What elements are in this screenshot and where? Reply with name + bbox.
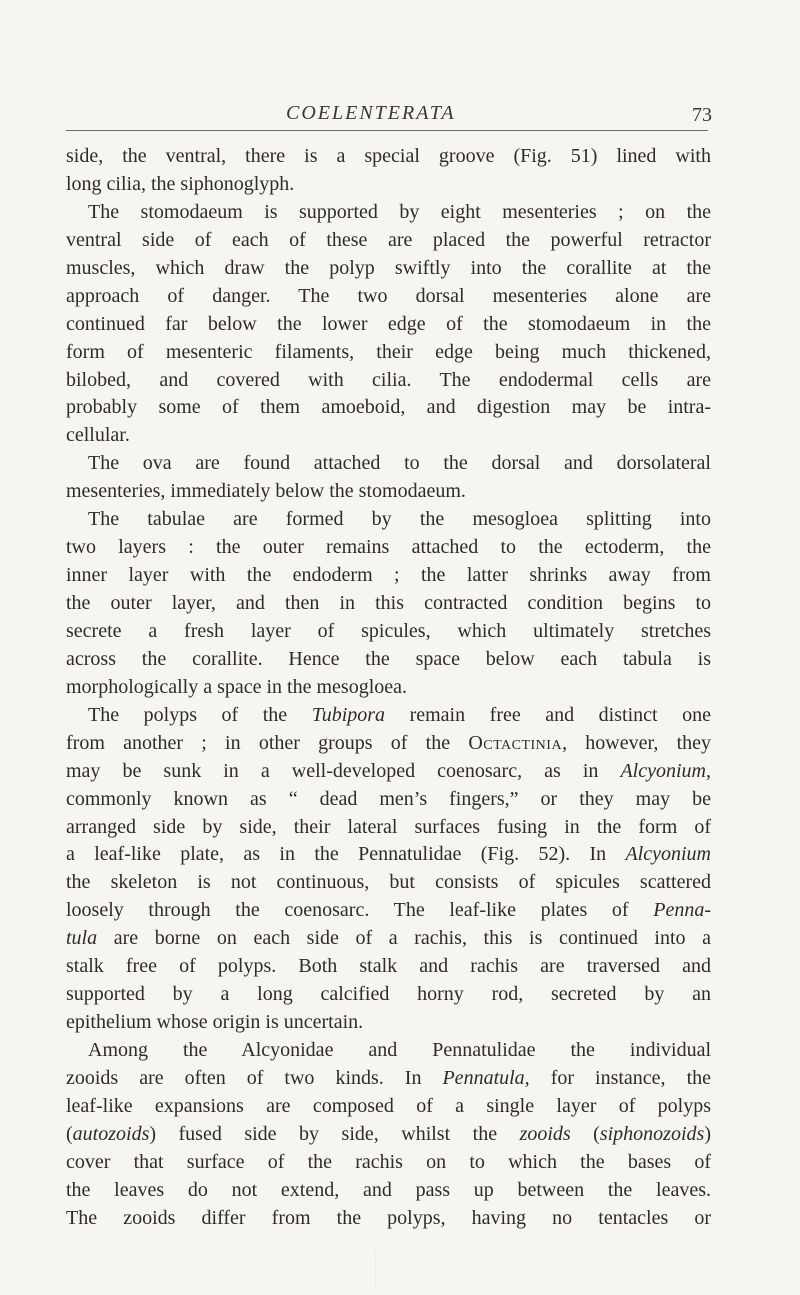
text-run: long cilia, the siphonoglyph. (66, 172, 295, 195)
italic-term: autozoids (72, 1122, 150, 1145)
text-run: ) fused side by side, whilst the (149, 1122, 520, 1145)
text-run: two layers : the outer remains attached to the ectoderm, the (66, 536, 711, 559)
italic-term: Tubipora (311, 703, 386, 726)
text-run: for instance, the (529, 1066, 711, 1089)
text-run: epithelium whose origin is uncertain. (66, 1011, 364, 1034)
body-text (66, 143, 711, 1233)
text-run: remain free and distinct one (385, 703, 711, 726)
paper-smudge (375, 1250, 382, 1290)
text-line (66, 534, 711, 562)
italic-term: siphonozoids (599, 1122, 705, 1145)
text-line (66, 143, 711, 171)
text-line (66, 1093, 711, 1121)
text-run: cover that surface of the rachis on to which the bases of (66, 1150, 711, 1173)
text-line (66, 590, 711, 618)
text-line (66, 394, 711, 422)
text-line (66, 283, 711, 311)
text-line (66, 674, 711, 702)
text-run: inner layer with the endoderm ; the latter shrinks away from (66, 564, 711, 587)
text-run: ( (66, 1122, 73, 1145)
text-line (66, 227, 711, 255)
text-run: the skeleton is not continuous, but consists of spicules scattered (66, 871, 711, 894)
text-line (66, 618, 711, 646)
running-title: COELENTERATA (286, 102, 456, 124)
text-line (66, 562, 711, 590)
text-line (66, 1065, 711, 1093)
text-run: Among the Alcyonidae and Pennatulidae the individual (88, 1039, 711, 1061)
italic-term: Pennatula, (442, 1066, 530, 1089)
text-line (66, 814, 711, 842)
text-run: ) (704, 1122, 711, 1145)
text-line (66, 786, 711, 814)
italic-term: Alcyonium, (620, 759, 711, 782)
text-line (66, 981, 711, 1009)
text-run: are borne on each side of a rachis, this is continued into a (97, 927, 711, 950)
text-run: The stomodaeum is supported by eight mesenteries ; on the (88, 200, 711, 223)
text-line (66, 1121, 711, 1149)
text-run: cellular. (66, 424, 130, 447)
text-run: The zooids differ from the polyps, having no tentacles or (66, 1206, 711, 1229)
text-line (66, 1205, 711, 1233)
text-run: loosely through the coenosarc. The leaf-like plates of (66, 899, 654, 922)
text-run: The polyps of the (88, 703, 312, 726)
text-run: form of mesenteric filaments, their edge being much thickened, (66, 340, 711, 363)
text-run: the outer layer, and then in this contracted condition begins to (66, 592, 711, 614)
text-run: probably some of them amoeboid, and digestion may be intra- (66, 396, 711, 419)
small-caps-term: Octactinia (468, 731, 563, 754)
text-line (66, 869, 711, 897)
text-run: side, the ventral, there is a special groove (Fig. 51) lined with (66, 145, 711, 167)
text-line (66, 450, 711, 478)
text-line (66, 1009, 711, 1037)
text-run: zooids are often of two kinds. In (66, 1066, 443, 1089)
text-run: commonly known as “ dead men’s fingers,” or they may be (66, 787, 711, 810)
text-line (66, 255, 711, 283)
text-run: The tabulae are formed by the mesogloea splitting into (88, 508, 711, 531)
text-line (66, 422, 711, 450)
text-run: mesenteries, immediately below the stomodaeum. (66, 480, 466, 503)
text-run: morphologically a space in the mesogloea. (66, 675, 408, 698)
text-run: secrete a fresh layer of spicules, which ultimately stretches (66, 619, 711, 642)
page-number: 73 (692, 104, 712, 126)
running-head (0, 102, 800, 132)
text-run: may be sunk in a well-developed coenosarc, as in (66, 759, 621, 782)
text-line (66, 1177, 711, 1205)
text-run: ventral side of each of these are placed the powerful retractor (66, 228, 711, 251)
text-line (66, 478, 711, 506)
text-run: , however, they (562, 731, 711, 754)
text-run: the leaves do not extend, and pass up between the leaves. (66, 1178, 711, 1201)
text-run: muscles, which draw the polyp swiftly into the corallite at the (66, 256, 711, 279)
text-line (66, 311, 711, 339)
text-line (66, 953, 711, 981)
header-rule (66, 130, 708, 131)
text-line (66, 925, 711, 953)
text-run: from another ; in other groups of the (66, 731, 469, 754)
text-line (66, 841, 711, 869)
text-line (66, 897, 711, 925)
text-run: stalk free of polyps. Both stalk and rachis are traversed and (66, 955, 711, 978)
text-line (66, 758, 711, 786)
text-line (66, 730, 711, 758)
text-line (66, 171, 711, 199)
italic-term: Alcyonium (625, 843, 711, 866)
text-run: arranged side by side, their lateral surfaces fusing in the form of (66, 815, 711, 838)
text-line (66, 702, 711, 730)
text-line (66, 1037, 711, 1065)
text-line (66, 646, 711, 674)
italic-term: zooids (519, 1122, 571, 1145)
text-run: ( (570, 1122, 600, 1145)
text-run: a leaf-like plate, as in the Pennatulidae (Fig. 52). In (66, 843, 626, 866)
italic-term: tula (66, 927, 98, 950)
italic-term: Penna- (653, 899, 711, 922)
text-line (66, 1149, 711, 1177)
text-run: bilobed, and covered with cilia. The endodermal cells are (66, 368, 711, 391)
text-line (66, 367, 711, 395)
text-run: The ova are found attached to the dorsal and dorsolateral (88, 452, 711, 475)
text-run: supported by a long calcified horny rod, secreted by an (66, 983, 711, 1006)
text-run: approach of danger. The two dorsal mesenteries alone are (66, 284, 711, 307)
text-line (66, 506, 711, 534)
text-line (66, 339, 711, 367)
text-run: leaf-like expansions are composed of a single layer of polyps (66, 1094, 711, 1117)
text-run: continued far below the lower edge of the stomodaeum in the (66, 312, 711, 335)
text-line (66, 199, 711, 227)
text-run: across the corallite. Hence the space below each tabula is (66, 647, 711, 670)
